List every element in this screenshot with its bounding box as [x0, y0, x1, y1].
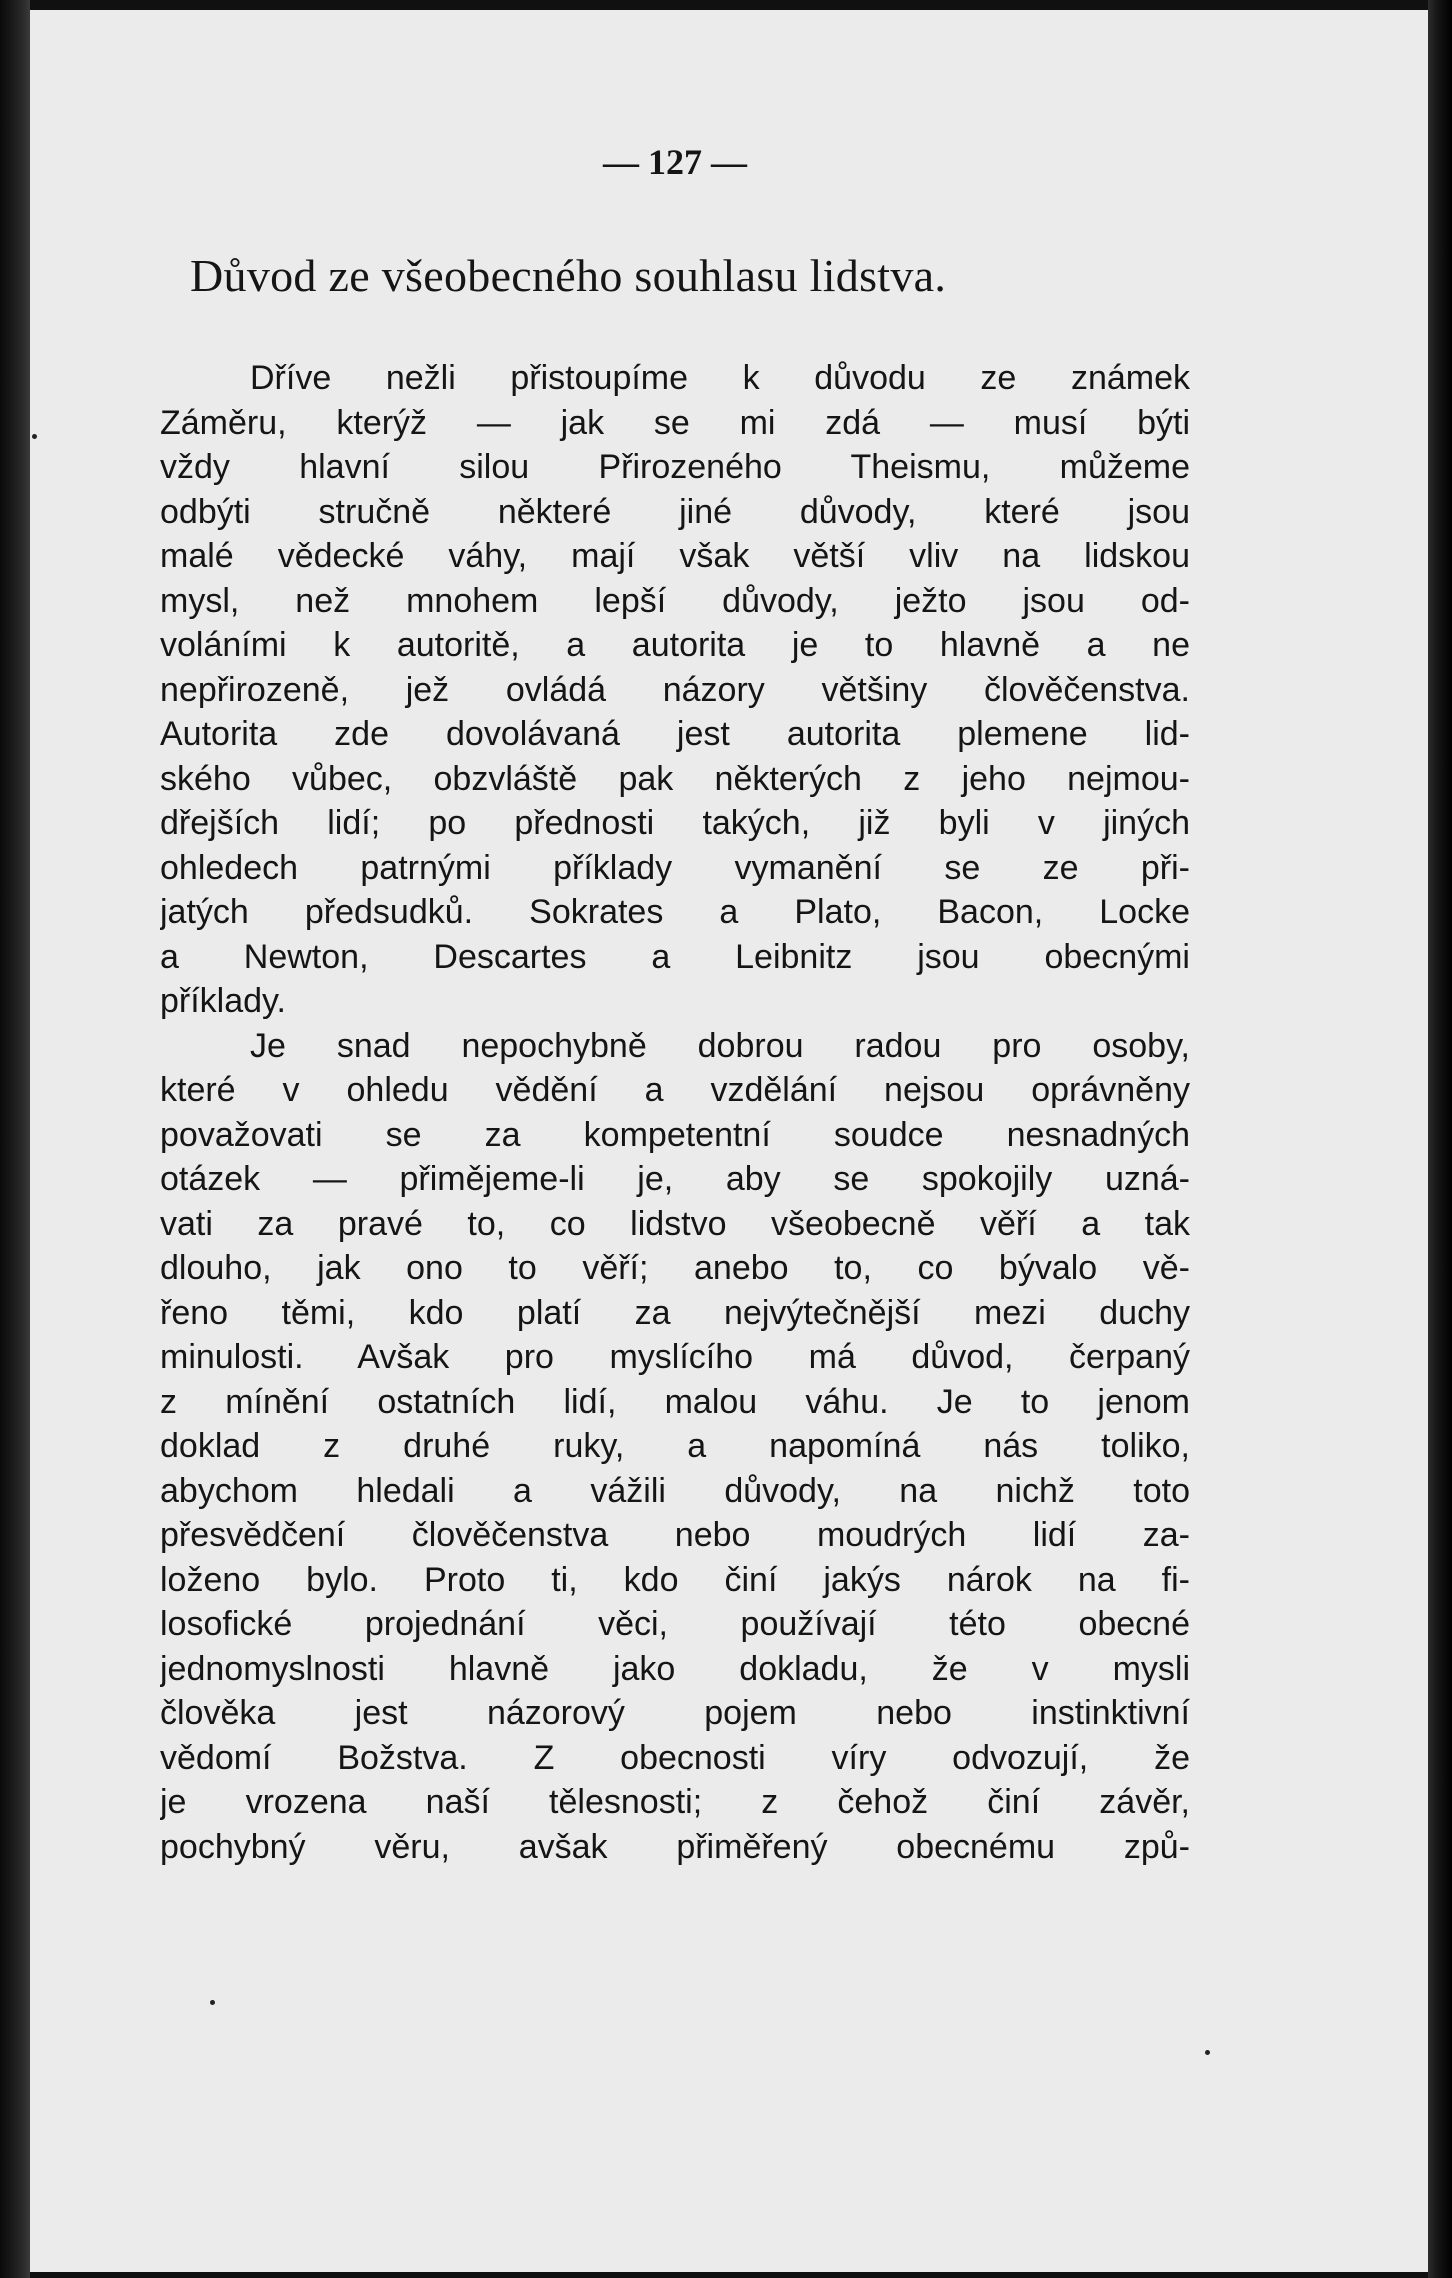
- text-line: malé vědecké váhy, mají však větší vliv na lidskou: [160, 537, 1190, 575]
- text-line: považovati se za kompetentní soudce nesnadných: [160, 1115, 1190, 1154]
- text-line: voláními k autoritě, a autorita je to hlavně a ne: [160, 626, 1190, 664]
- scan-edge-right: [1428, 0, 1452, 2278]
- book-page: [30, 10, 1428, 2272]
- scan-speck: [32, 434, 37, 439]
- text-line: loženo bylo. Proto ti, kdo činí jakýs nárok na fi-: [160, 1560, 1190, 1599]
- section-heading: Důvod ze všeobecného souhlasu lidstva.: [190, 250, 947, 301]
- body-text: [160, 356, 1190, 1869]
- text-line: dřejších lidí; po přednosti takých, již byli v jiných: [160, 804, 1190, 842]
- paragraph-2: [160, 1024, 1190, 1870]
- text-line: které v ohledu vědění a vzdělání nejsou oprávněny: [160, 1071, 1190, 1109]
- text-line: otázek — přimějeme-li je, aby se spokojily uzná-: [160, 1160, 1190, 1198]
- text-line: řeno těmi, kdo platí za nejvýtečnější mezi duchy: [160, 1293, 1190, 1332]
- text-line: vati za pravé to, co lidstvo všeobecně věří a tak: [160, 1204, 1190, 1243]
- text-line: abychom hledali a vážili důvody, na nichž toto: [160, 1471, 1190, 1510]
- text-line: losofické projednání věci, používají této obecné: [160, 1605, 1190, 1643]
- text-line: vědomí Božstva. Z obecnosti víry odvozují, že: [160, 1738, 1190, 1777]
- text-line: člověka jest názorový pojem nebo instinktivní: [160, 1694, 1190, 1732]
- scan-speck: [210, 2000, 215, 2005]
- text-column: [160, 138, 1190, 1869]
- text-line: Záměru, kterýž — jak se mi zdá — musí býti: [160, 403, 1190, 442]
- text-line: je vrozena naší tělesnosti; z čehož činí závěr,: [160, 1783, 1190, 1821]
- page-number: — 127 —: [603, 142, 747, 182]
- text-line: mysl, než mnohem lepší důvody, ježto jsou od-: [160, 581, 1190, 620]
- text-line: pochybný věru, avšak přiměřený obecnému způ-: [160, 1827, 1190, 1866]
- text-line: vždy hlavní silou Přirozeného Theismu, můžeme: [160, 448, 1190, 486]
- scan-speck: [1205, 2050, 1210, 2055]
- paragraph-1: [160, 356, 1190, 1024]
- text-line: doklad z druhé ruky, a napomíná nás toliko,: [160, 1427, 1190, 1465]
- text-line: ského vůbec, obzvláště pak některých z jeho nejmou-: [160, 759, 1190, 798]
- text-line: jednomyslnosti hlavně jako dokladu, že v mysli: [160, 1649, 1190, 1688]
- text-line: Autorita zde dovolávaná jest autorita plemene lid-: [160, 715, 1190, 753]
- text-line: a Newton, Descartes a Leibnitz jsou obecnými: [160, 937, 1190, 976]
- text-line: odbýti stručně některé jiné důvody, které jsou: [160, 492, 1190, 531]
- text-line: dlouho, jak ono to věří; anebo to, co bývalo vě-: [160, 1249, 1190, 1287]
- text-line: jatých předsudků. Sokrates a Plato, Bacon, Locke: [160, 893, 1190, 931]
- scan-edge-left: [0, 0, 30, 2278]
- text-line: Dříve nežli přistoupíme k důvodu ze známek: [250, 359, 1190, 397]
- text-line: příklady.: [160, 982, 286, 1020]
- text-line: z mínění ostatních lidí, malou váhu. Je to jenom: [160, 1382, 1190, 1421]
- text-line: Je snad nepochybně dobrou radou pro osoby,: [250, 1026, 1190, 1065]
- text-line: přesvědčení člověčenstva nebo moudrých lidí za-: [160, 1516, 1190, 1554]
- text-line: ohledech patrnými příklady vymanění se ze při-: [160, 848, 1190, 887]
- text-line: nepřirozeně, jež ovládá názory většiny člověčenstva.: [160, 670, 1190, 709]
- text-line: minulosti. Avšak pro myslícího má důvod, čerpaný: [160, 1338, 1190, 1376]
